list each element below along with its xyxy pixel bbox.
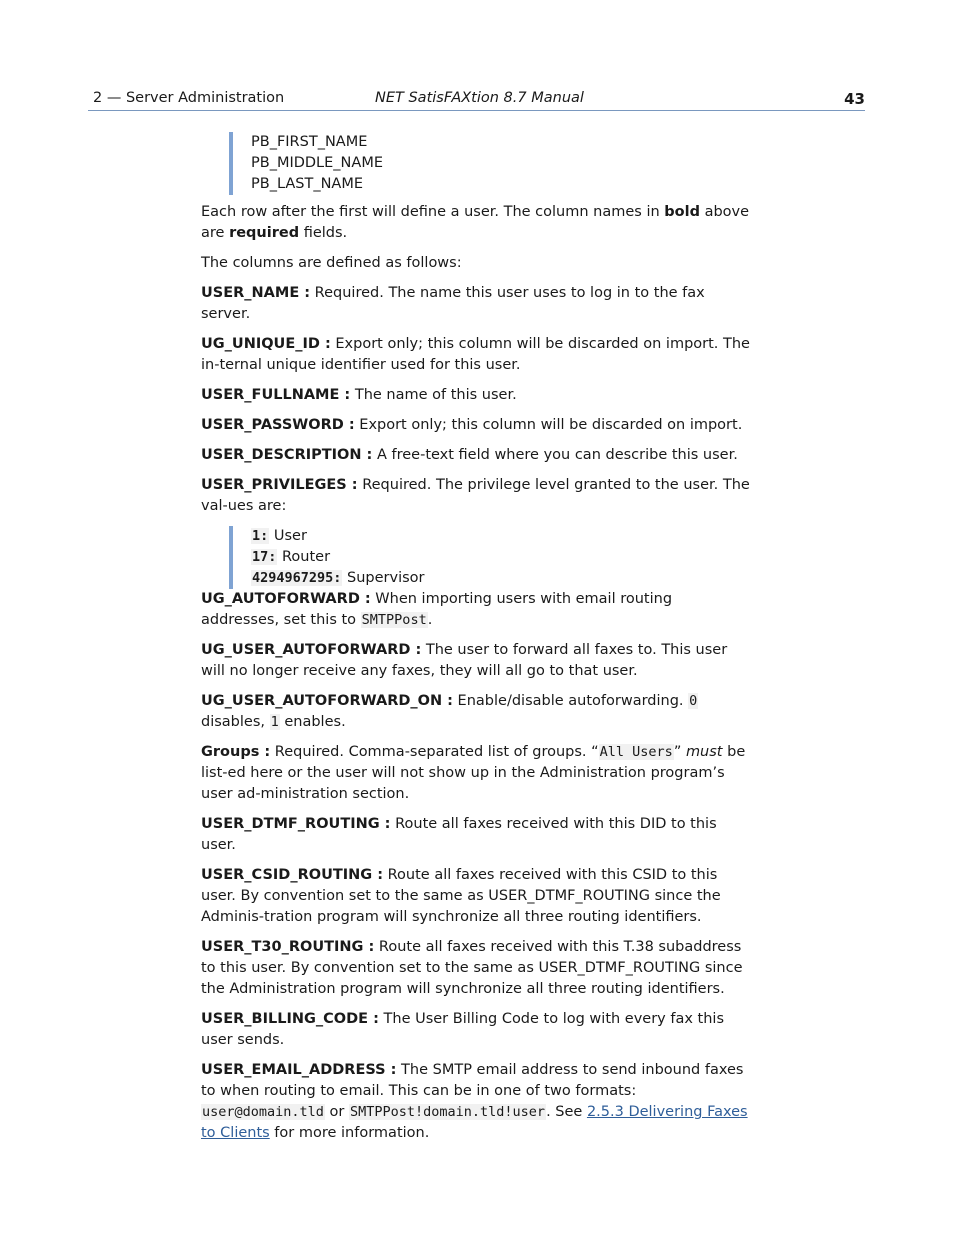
definition-term: USER_T30_ROUTING : [201,939,375,955]
definition: UG_USER_AUTOFORWARD_ON : Enable/disable autoforwarding. 0 disables, 1 enables. [201,693,698,730]
definition-term: USER_BILLING_CODE : [201,1011,379,1027]
definition: UG_AUTOFORWARD : When importing users with email routing addresses, set this to SMTPPost. [201,591,673,628]
page-content [201,132,754,1153]
privilege-value: 4294967295: Supervisor [252,570,425,586]
definition-term: USER_PRIVILEGES : [201,477,358,493]
delivering-faxes-link[interactable]: 2.5.3 Delivering Faxes to Clients [201,1104,748,1141]
page-number: 43 [844,90,865,108]
definition-term: USER_PASSWORD : [201,417,355,433]
privilege-values-quote [229,526,754,589]
definition-term: USER_NAME : [201,285,311,301]
definition: USER_PRIVILEGES : Required. The privilege level granted to the user. The val-ues are: [201,477,750,514]
definition-term: USER_EMAIL_ADDRESS : [201,1062,397,1078]
definition-term: UG_USER_AUTOFORWARD : [201,642,422,658]
field-list-quote [229,132,754,195]
definition-term: UG_AUTOFORWARD : [201,591,371,607]
definition: USER_DTMF_ROUTING : Route all faxes received with this DID to this user. [201,816,717,853]
privilege-value: 1: User [252,528,307,544]
intro-paragraph: The columns are defined as follows: [201,255,462,271]
definition: USER_CSID_ROUTING : Route all faxes received with this CSID to this user. By convention set to the same as USER_DTMF_ROUTING since the Adminis-tration program will synchronize all three routing identifiers. [201,867,721,925]
manual-title: NET SatisFAXtion 8.7 Manual [375,90,584,106]
intro-paragraph: Each row after the first will define a user. The column names in bold above are required fields. [201,204,750,241]
field-name: PB_LAST_NAME [251,176,364,192]
definition-term: UG_UNIQUE_ID : [201,336,331,352]
definition-term: USER_DTMF_ROUTING : [201,816,391,832]
definition-term: UG_USER_AUTOFORWARD_ON : [201,693,453,709]
definition-term: USER_FULLNAME : [201,387,351,403]
definition: UG_UNIQUE_ID : Export only; this column will be discarded on import. The in-ternal unique identifier used for this user. [201,336,750,373]
definition: UG_USER_AUTOFORWARD : The user to forward all faxes to. This user will no longer receive any faxes, they will all go to that user. [201,642,728,679]
definition: USER_NAME : Required. The name this user uses to log in to the fax server. [201,285,705,322]
chapter-title: 2 — Server Administration [93,90,285,106]
definition: USER_BILLING_CODE : The User Billing Code to log with every fax this user sends. [201,1011,725,1048]
definition: USER_PASSWORD : Export only; this column will be discarded on import. [201,417,743,433]
field-name: PB_MIDDLE_NAME [251,155,383,171]
definition-term: Groups : [201,744,271,760]
page-header [88,88,865,111]
definition: Groups : Required. Comma-separated list of groups. “All Users” must be list-ed here or the user will not show up in the Administration program’s user ad-ministration section. [201,744,746,802]
definition: USER_EMAIL_ADDRESS : The SMTP email address to send inbound faxes to when routing to email. This can be in one of two formats: user@domain.tld or SMTPPost!domain.tld!user. See 2.5.3 Delivering Faxes to Clients for more information. [201,1062,748,1141]
definition: USER_FULLNAME : The name of this user. [201,387,517,403]
privilege-value: 17: Router [252,549,331,565]
definition-term: USER_DESCRIPTION : [201,447,373,463]
definition-term: USER_CSID_ROUTING : [201,867,384,883]
definition: USER_T30_ROUTING : Route all faxes received with this T.38 subaddress to this user. By convention set to the same as USER_DTMF_ROUTING since the Administration program will synchronize all three routing identifiers. [201,939,743,997]
field-name: PB_FIRST_NAME [251,134,368,150]
definition: USER_DESCRIPTION : A free-text field where you can describe this user. [201,447,738,463]
